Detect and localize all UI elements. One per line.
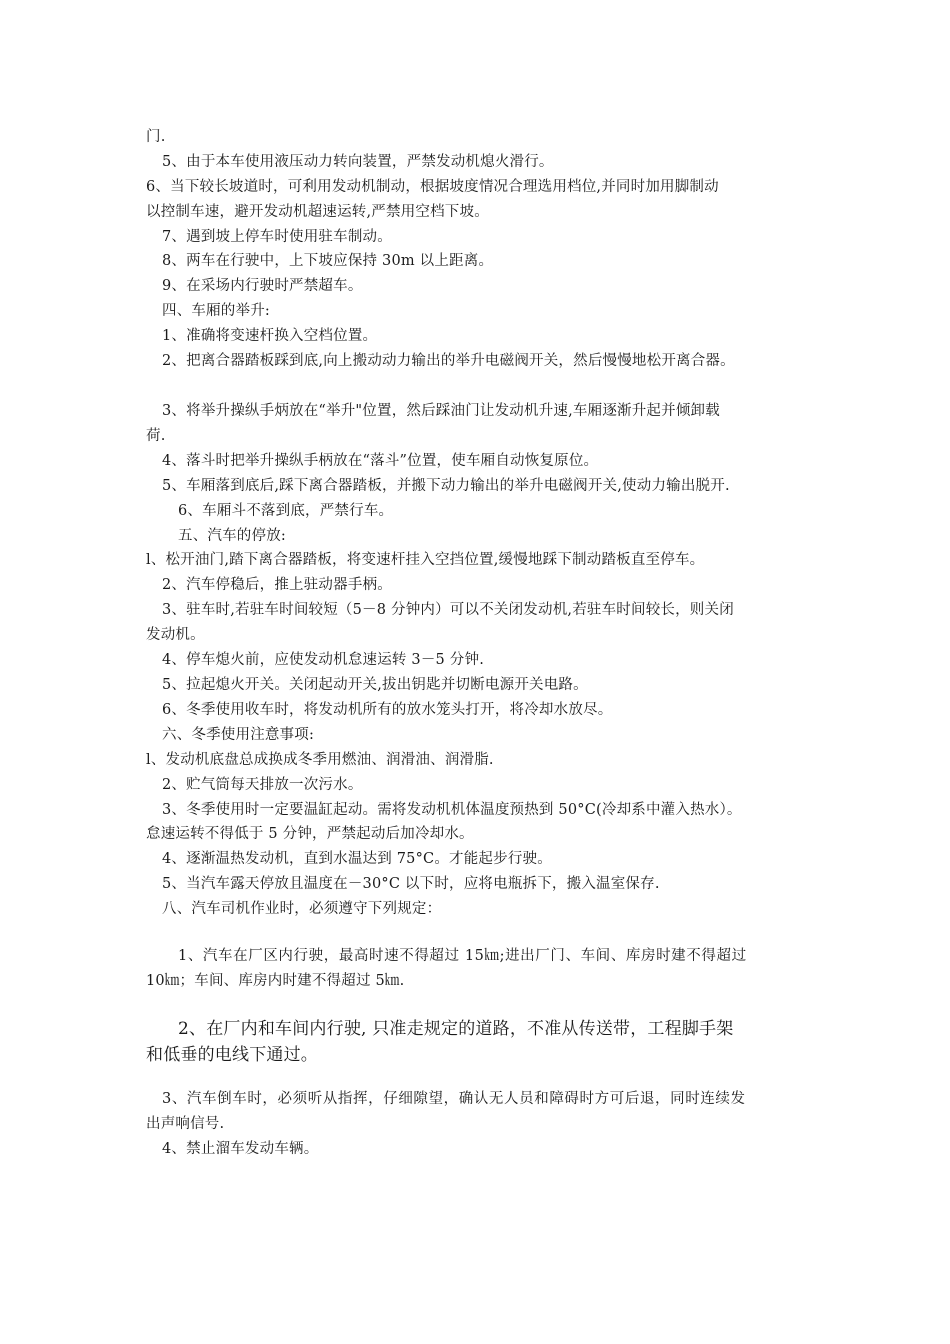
text-line: 4、落斗时把举升操纵手柄放在“落斗”位置，使车厢自动恢复原位。 — [162, 453, 599, 469]
text-line: 2、汽车停稳后，推上驻动器手柄。 — [162, 577, 392, 593]
text-line: 9、在采场内行驶时严禁超车。 — [162, 278, 363, 294]
section-heading: 四、车厢的举升: — [162, 303, 270, 319]
section-heading: 六、冬季使用注意事项: — [162, 727, 315, 743]
text-line: l、发动机底盘总成换成冬季用燃油、润滑油、润滑脂. — [146, 752, 494, 768]
text-line: 5、当汽车露天停放且温度在－30°C 以下时，应将电瓶拆下，搬入温室保存. — [162, 876, 660, 892]
text-line: 10㎞；车间、库房内时建不得超过 5㎞. — [146, 973, 405, 989]
text-line: 发动机。 — [146, 627, 205, 643]
text-line: 3、汽车倒车时，必须听从指挥，仔细隙望，确认无人员和障碍时方可后退，同时连续发 — [162, 1091, 746, 1107]
text-line: 门. — [146, 129, 166, 145]
text-line: 3、驻车时,若驻车时间较短（5－8 分钟内）可以不关闭发动机,若驻车时间较长，则关闭 — [162, 602, 734, 618]
text-line: l、松开油门,踏下离合器踏板，将变速杆挂入空挡位置,缓慢地踩下制动踏板直至停车。 — [146, 552, 705, 568]
text-line: 出声响信号. — [146, 1116, 225, 1132]
section-heading: 五、汽车的停放: — [178, 528, 286, 544]
text-line: 5、由于本车使用液压动力转向装置，严禁发动机熄火滑行。 — [162, 154, 554, 170]
text-line: 1、准确将变速杆换入空档位置。 — [162, 328, 378, 344]
text-line: 2、把离合器踏板踩到底,向上搬动动力输出的举升电磁阀开关，然后慢慢地松开离合器。 — [162, 353, 735, 369]
text-line: 5、拉起熄火开关。关闭起动开关,拔出钥匙并切断电源开关电路。 — [162, 677, 588, 693]
text-line: 3、冬季使用时一定要温缸起动。需将发动机机体温度预热到 50°C(冷却系中灌入热水）。 — [162, 802, 742, 818]
text-line: 6、冬季使用收车时，将发动机所有的放水笼头打开，将冷却水放尽。 — [162, 702, 613, 718]
text-line: 2、在厂内和车间内行驶, 只准走规定的道路，不准从传送带，工程脚手架 — [178, 1019, 734, 1039]
text-line: 7、遇到坡上停车时使用驻车制动。 — [162, 229, 392, 245]
text-line: 4、禁止溜车发动车辆。 — [162, 1141, 319, 1157]
text-line: 3、将举升操纵手炳放在“举升"位置，然后踩油门让发动机升速,车厢逐渐升起并倾卸载 — [162, 403, 720, 419]
text-line: 2、贮气筒每天排放一次污水。 — [162, 777, 363, 793]
text-line: 8、两车在行驶中，上下坡应保持 30m 以上距离。 — [162, 253, 494, 269]
section-heading: 八、汽车司机作业时，必须遵守下列规定： — [162, 901, 442, 917]
text-line: 以控制车速，避开发动机超速运转,严禁用空档下坡。 — [146, 204, 489, 220]
text-line: 5、车厢落到底后,踩下离合器踏板，并搬下动力输出的举升电磁阀开关,使动力输出脱开. — [162, 478, 730, 494]
text-line: 和低垂的电线下通过。 — [146, 1045, 318, 1065]
text-line: 1、汽车在厂区内行驶，最高时速不得超过 15㎞;进出厂门、车间、库房时建不得超过 — [178, 948, 747, 964]
text-line: 6、当下较长坡道时，可利用发动机制动，根据坡度情况合理选用档位,并同时加用脚制动 — [146, 179, 719, 195]
text-line: 4、停车熄火前，应使发动机怠速运转 3－5 分钟. — [162, 652, 485, 668]
text-line: 6、车厢斗不落到底，严禁行车。 — [178, 503, 394, 519]
text-line: 荷. — [146, 428, 166, 444]
text-line: 4、逐渐温热发动机，直到水温达到 75°C。才能起步行驶。 — [162, 851, 552, 867]
text-line: 怠速运转不得低于 5 分钟，严禁起动后加冷却水。 — [146, 826, 474, 842]
